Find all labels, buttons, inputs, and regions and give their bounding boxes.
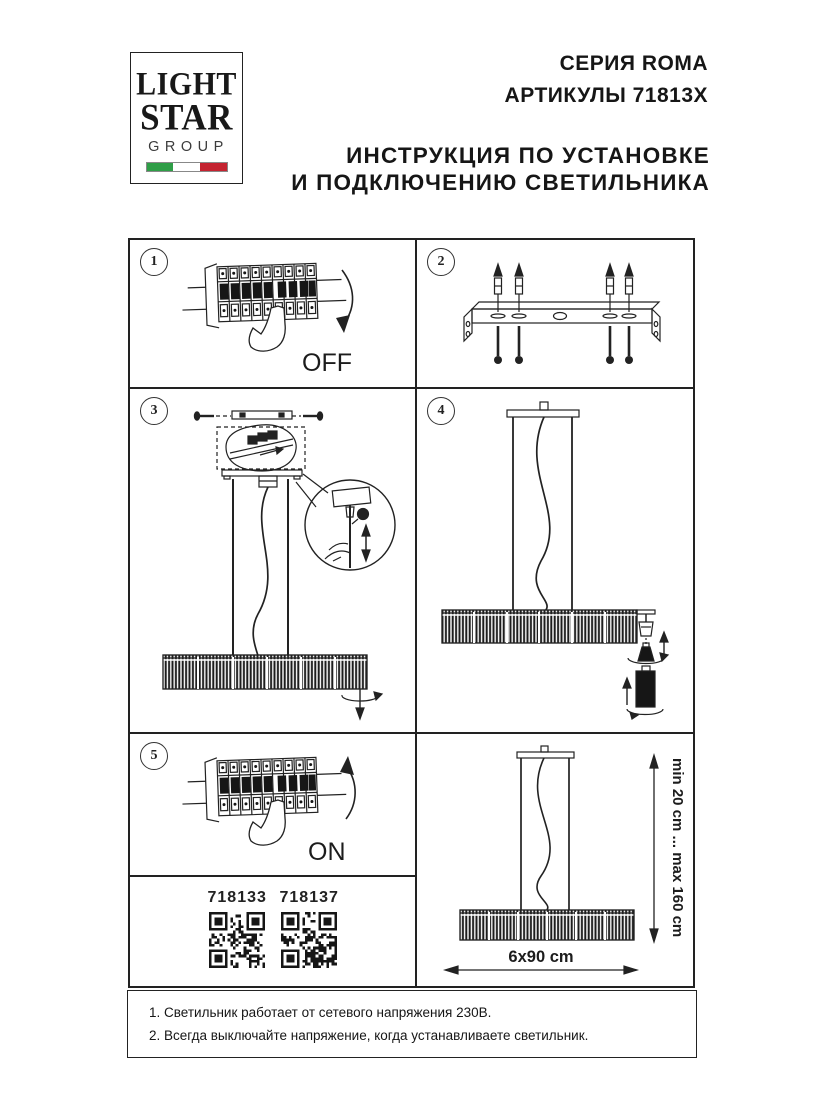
panel-dimensions	[417, 734, 693, 986]
arrow-up-icon	[340, 756, 354, 775]
arrow-down-curve	[342, 270, 353, 322]
width-label: 6x90 cm	[508, 948, 574, 966]
magnifier-detail	[325, 487, 371, 568]
power-cable	[537, 758, 550, 911]
power-cable	[536, 417, 550, 611]
qr-code-icon	[209, 912, 265, 968]
side-screw-left	[194, 412, 231, 420]
hand-icon	[249, 800, 285, 845]
anchors-top	[494, 264, 633, 312]
flag-white	[173, 163, 200, 171]
fringe-shade	[460, 910, 634, 940]
logo-word-light: LIGHT	[136, 66, 237, 103]
flag-green	[147, 163, 174, 171]
mounting-bracket-drawing	[417, 240, 693, 387]
panel-step-5	[130, 734, 417, 877]
hand-icon	[249, 306, 285, 351]
panel-qr-codes	[130, 877, 417, 986]
rotate-adjust-icon	[342, 689, 382, 719]
circuit-breaker-on-drawing	[130, 734, 415, 875]
note-line-1: 1. Светильник работает от сетевого напряжения 230В.	[149, 1005, 492, 1020]
italian-flag-icon	[146, 162, 228, 172]
on-label: ON	[308, 838, 346, 866]
fringe-shade	[442, 610, 637, 643]
circuit-breaker-off-drawing	[130, 240, 415, 387]
terminal-block	[230, 431, 293, 459]
off-label: OFF	[302, 349, 352, 377]
height-dimension-arrow	[650, 755, 658, 942]
title-line-2: И ПОДКЛЮЧЕНИЮ СВЕТИЛЬНИКА	[291, 170, 710, 195]
article-code: 718133	[207, 889, 267, 906]
article-code: 718137	[279, 889, 339, 906]
bulb-socket-detail	[623, 632, 668, 719]
side-screw-right	[292, 412, 323, 420]
series-name: СЕРИЯ ROMA	[559, 52, 708, 75]
width-dimension-arrow	[445, 966, 637, 974]
articles: АРТИКУЛЫ 71813X	[504, 84, 708, 107]
step-number-badge: 5	[140, 742, 168, 770]
step-number-badge: 4	[427, 397, 455, 425]
logo-word-star: STAR	[140, 97, 233, 138]
dimensions-drawing	[417, 734, 693, 986]
fringe-shade	[163, 655, 367, 689]
panel-step-1	[130, 240, 417, 389]
note-line-2: 2. Всегда выключайте напряжение, когда устанавливаете светильник.	[149, 1027, 589, 1043]
steps-grid	[128, 238, 695, 988]
title-line-1: ИНСТРУКЦИЯ ПО УСТАНОВКЕ	[346, 143, 710, 168]
panel-step-4	[417, 389, 693, 734]
screws-bottom	[494, 326, 633, 364]
panel-step-3	[130, 389, 417, 734]
qr-code-icon	[281, 912, 337, 968]
height-range-label: min 20 cm ... max 160 cm	[669, 758, 686, 938]
header-title-block	[291, 142, 710, 196]
footer-notes	[127, 990, 697, 1058]
panel-step-2	[417, 240, 693, 389]
flag-red	[200, 163, 227, 171]
qr-column-left	[208, 889, 266, 973]
step-number-badge: 1	[140, 248, 168, 276]
qr-column-right	[280, 889, 338, 973]
pendant-lamp-drawing	[417, 389, 693, 732]
step-number-badge: 2	[427, 248, 455, 276]
ceiling-mount-drawing	[130, 389, 415, 732]
logo-word-group: GROUP	[148, 139, 229, 155]
step-number-badge: 3	[140, 397, 168, 425]
header-series-block	[505, 48, 708, 112]
lightstar-logo	[130, 52, 243, 184]
balloon	[226, 425, 296, 471]
arrow-down-icon	[336, 315, 350, 333]
